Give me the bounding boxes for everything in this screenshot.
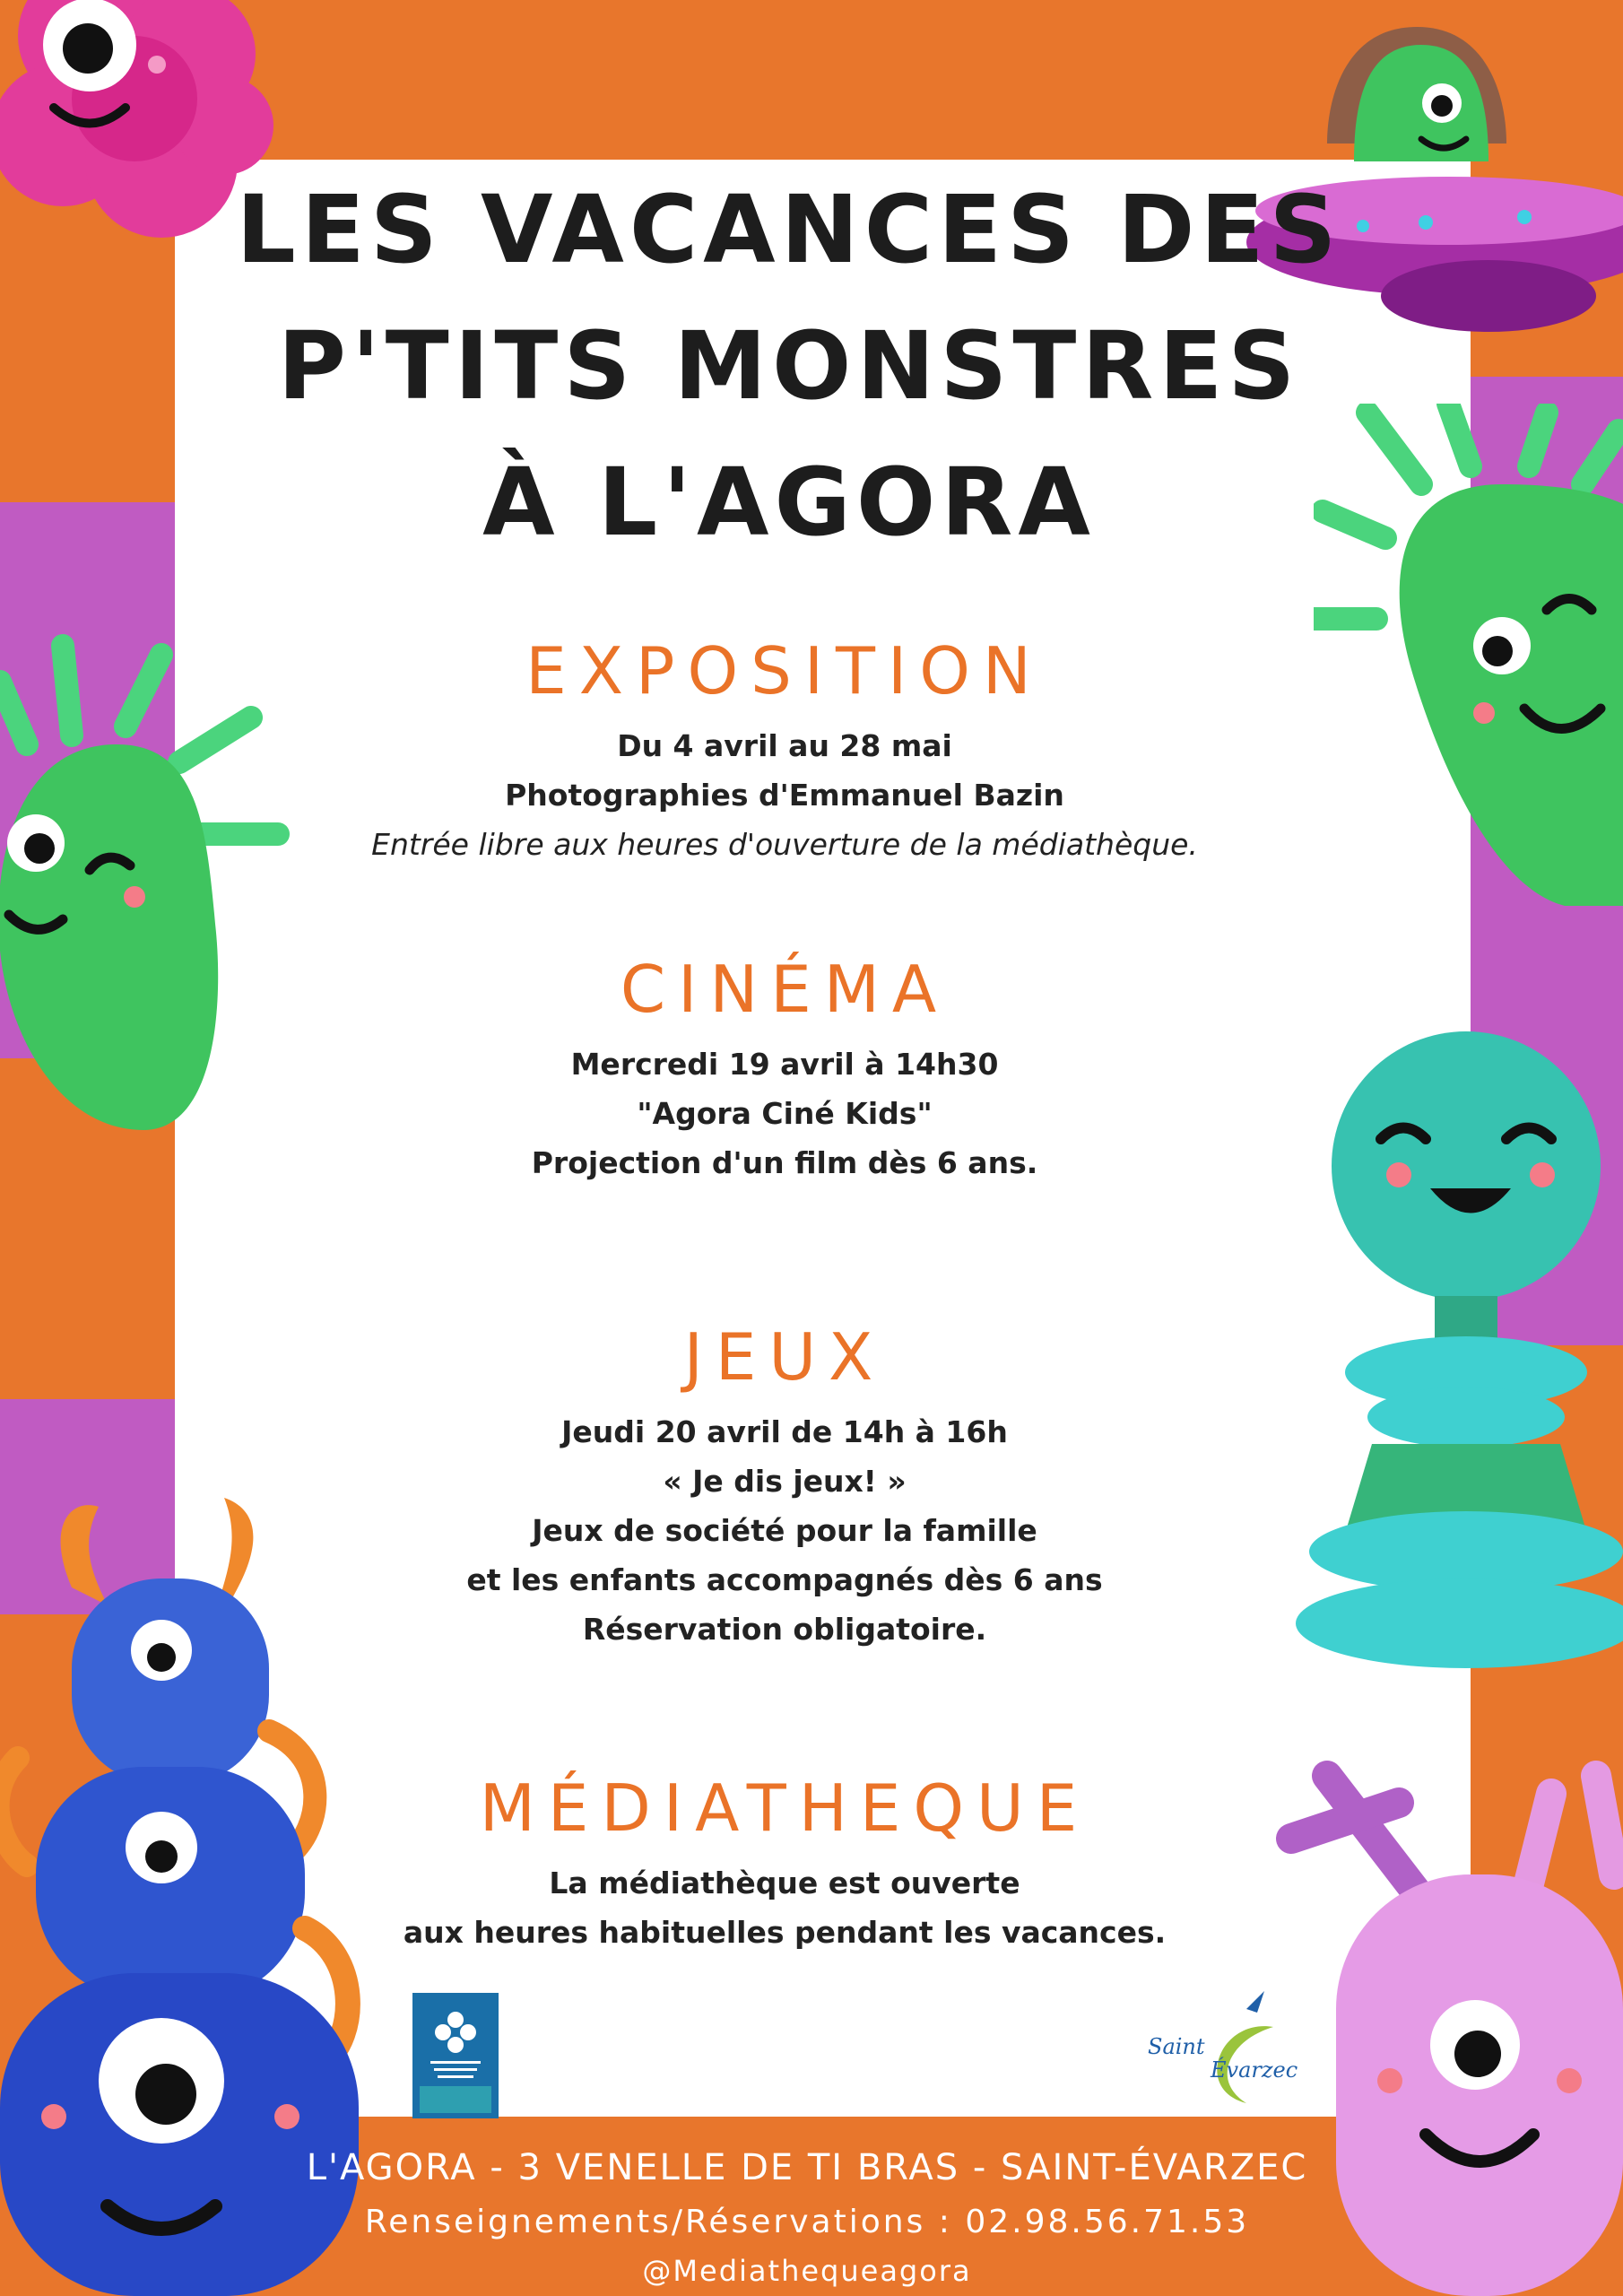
title-line-1: LES VACANCES DES	[236, 175, 1342, 284]
saint-evarzec-logo-icon	[1139, 1991, 1327, 2108]
mediatheque-line-1: La médiathèque est ouverte	[549, 1866, 1020, 1900]
title-line-3: À L'AGORA	[482, 448, 1096, 557]
saint-evarzec-text-2: Évarzec	[1211, 2057, 1298, 2083]
footer-social-handle[interactable]: @Mediathequeagora	[642, 2254, 972, 2288]
cinema-event: "Agora Ciné Kids"	[637, 1096, 933, 1131]
section-jeux	[269, 1314, 1300, 1654]
cinema-heading: CINÉMA	[620, 952, 950, 1027]
cinema-detail: Projection d'un film dès 6 ans.	[531, 1145, 1038, 1180]
jeux-heading: JEUX	[683, 1319, 886, 1395]
mediatheque-heading: MÉDIATHEQUE	[479, 1770, 1090, 1846]
exposition-subtitle: Photographies d'Emmanuel Bazin	[505, 778, 1064, 813]
spiky-green-monster-left-icon	[0, 628, 305, 1148]
exposition-dates: Du 4 avril au 28 mai	[617, 728, 952, 763]
footer-phone: Renseignements/Réservations : 02.98.56.71.53	[364, 2204, 1250, 2240]
section-mediatheque	[269, 1765, 1300, 1957]
caf-logo-icon	[412, 1993, 499, 2118]
footer-address: L'AGORA - 3 VENELLE DE TI BRAS - SAINT-ÉVARZEC	[306, 2147, 1308, 2188]
jeux-detail-2: et les enfants accompagnés dès 6 ans	[466, 1562, 1103, 1597]
exposition-heading: EXPOSITION	[525, 633, 1044, 709]
jeux-detail-3: Réservation obligatoire.	[582, 1612, 987, 1647]
title-line-2: P'TITS MONSTRES	[277, 311, 1301, 421]
poster-title	[206, 161, 1372, 570]
section-cinema	[269, 946, 1300, 1187]
section-exposition	[269, 628, 1300, 869]
jeux-event: « Je dis jeux! »	[663, 1464, 907, 1499]
cinema-date: Mercredi 19 avril à 14h30	[570, 1047, 999, 1082]
teal-stacked-monster-icon	[1291, 1031, 1623, 1677]
mediatheque-line-2: aux heures habituelles pendant les vacances.	[403, 1915, 1167, 1950]
jeux-detail-1: Jeux de société pour la famille	[532, 1513, 1037, 1548]
exposition-note: Entrée libre aux heures d'ouverture de la médiathèque.	[371, 827, 1198, 862]
saint-evarzec-text-1: Saint	[1148, 2034, 1205, 2059]
jeux-date: Jeudi 20 avril de 14h à 16h	[561, 1414, 1008, 1449]
